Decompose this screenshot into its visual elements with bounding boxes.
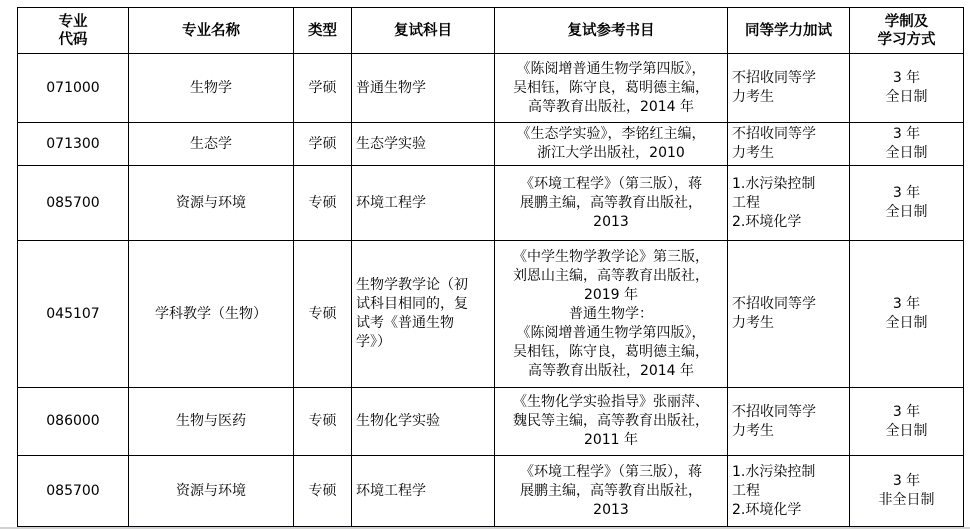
subject-cell: 生物学教学论（初 试科目相同的，复 试考《普通生物 学》）: [352, 241, 495, 388]
extra-cell: 不招收同等学 力考生: [728, 241, 850, 388]
table-row: [18, 241, 964, 388]
type-cell: 专硕: [294, 456, 352, 527]
code-cell: 045107: [18, 241, 129, 388]
table-row: [18, 54, 964, 123]
header-code: 专业 代码: [18, 8, 129, 54]
code-cell: 085700: [18, 166, 129, 241]
program-table: [17, 7, 964, 527]
mode-cell: 3 年 全日制: [850, 123, 964, 166]
subject-cell: 环境工程学: [352, 456, 495, 527]
name-cell: 资源与环境: [129, 166, 294, 241]
table-row: [18, 388, 964, 456]
header-refs: 复试参考书目: [495, 8, 728, 54]
refs-cell: 《生物化学实验指导》张丽萍、 魏民等主编，高等教育出版社， 2011 年: [495, 388, 728, 456]
extra-cell: 不招收同等学 力考生: [728, 388, 850, 456]
subject-cell: 生态学实验: [352, 123, 495, 166]
extra-cell: 1.水污染控制 工程 2.环境化学: [728, 456, 850, 527]
name-cell: 生物学: [129, 54, 294, 123]
subject-cell: 生物化学实验: [352, 388, 495, 456]
extra-cell: 不招收同等学 力考生: [728, 54, 850, 123]
name-cell: 学科教学（生物）: [129, 241, 294, 388]
bottom-divider: [0, 527, 970, 529]
header-extra: 同等学力加试: [728, 8, 850, 54]
type-cell: 专硕: [294, 166, 352, 241]
code-cell: 071000: [18, 54, 129, 123]
code-cell: 085700: [18, 456, 129, 527]
type-cell: 学硕: [294, 54, 352, 123]
refs-cell: 《生态学实验》，李铭红主编， 浙江大学出版社，2010: [495, 123, 728, 166]
table-row: [18, 166, 964, 241]
header-row: [18, 8, 964, 54]
refs-cell: 《中学生物学教学论》第三版， 刘恩山主编，高等教育出版社， 2019 年 普通生物学： 《陈阅增普通生物学第四版》， 吴相钰，陈守良，葛明德主编， 高等教育出版社，2014 年: [495, 241, 728, 388]
mode-cell: 3 年 全日制: [850, 166, 964, 241]
name-cell: 生物与医药: [129, 388, 294, 456]
extra-cell: 1.水污染控制 工程 2.环境化学: [728, 166, 850, 241]
refs-cell: 《环境工程学》（第三版），蒋 展鹏主编，高等教育出版社， 2013: [495, 166, 728, 241]
extra-cell: 不招收同等学 力考生: [728, 123, 850, 166]
refs-cell: 《环境工程学》（第三版），蒋 展鹏主编，高等教育出版社， 2013: [495, 456, 728, 527]
mode-cell: 3 年 全日制: [850, 388, 964, 456]
type-cell: 学硕: [294, 123, 352, 166]
type-cell: 专硕: [294, 388, 352, 456]
subject-cell: 环境工程学: [352, 166, 495, 241]
name-cell: 生态学: [129, 123, 294, 166]
refs-cell: 《陈阅增普通生物学第四版》， 吴相钰，陈守良，葛明德主编， 高等教育出版社，2014 年: [495, 54, 728, 123]
code-cell: 086000: [18, 388, 129, 456]
table-row: [18, 456, 964, 527]
code-cell: 071300: [18, 123, 129, 166]
header-type: 类型: [294, 8, 352, 54]
name-cell: 资源与环境: [129, 456, 294, 527]
mode-cell: 3 年 非全日制: [850, 456, 964, 527]
mode-cell: 3 年 全日制: [850, 54, 964, 123]
table-row: [18, 123, 964, 166]
type-cell: 专硕: [294, 241, 352, 388]
header-mode: 学制及 学习方式: [850, 8, 964, 54]
subject-cell: 普通生物学: [352, 54, 495, 123]
mode-cell: 3 年 全日制: [850, 241, 964, 388]
header-name: 专业名称: [129, 8, 294, 54]
header-subject: 复试科目: [352, 8, 495, 54]
